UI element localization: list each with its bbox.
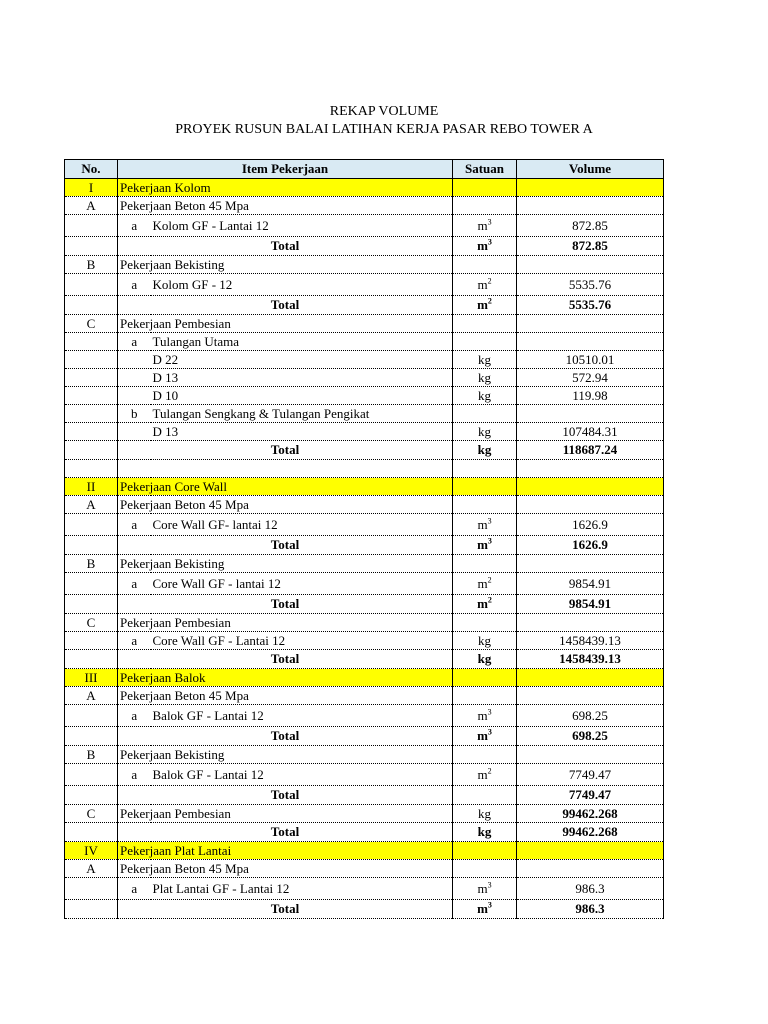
row-no: I xyxy=(65,179,118,197)
row-volume: 698.25 xyxy=(517,727,664,746)
row-no xyxy=(65,274,118,296)
row-volume xyxy=(517,460,664,478)
unit-text: m xyxy=(477,537,488,552)
unit-text: m xyxy=(477,880,488,896)
row-no xyxy=(65,405,118,423)
total-label: Total xyxy=(118,650,453,669)
row-sub: a xyxy=(118,632,151,650)
row-volume: 1458439.13 xyxy=(517,632,664,650)
unit-exponent: 3 xyxy=(487,900,492,910)
table-row xyxy=(65,705,664,727)
row-satuan xyxy=(453,333,517,351)
row-no: A xyxy=(65,687,118,705)
row-no xyxy=(65,536,118,555)
row-volume: 119.98 xyxy=(517,387,664,405)
unit-text: kg xyxy=(478,387,491,403)
row-volume: 986.3 xyxy=(517,878,664,900)
unit-exponent: 2 xyxy=(487,766,492,776)
row-no: III xyxy=(65,669,118,687)
unit-exponent: 3 xyxy=(487,536,492,546)
row-no xyxy=(65,650,118,669)
row-volume xyxy=(517,333,664,351)
table-row xyxy=(65,573,664,595)
row-item: Pekerjaan Beton 45 Mpa xyxy=(118,496,453,514)
row-sub xyxy=(118,351,151,369)
row-satuan xyxy=(453,595,517,614)
section-row xyxy=(65,478,664,496)
row-item: D 22 xyxy=(151,351,453,369)
row-item: Balok GF - Lantai 12 xyxy=(151,764,453,786)
blank-row xyxy=(65,460,664,478)
row-volume: 99462.268 xyxy=(517,805,664,823)
total-label: Total xyxy=(118,900,453,919)
total-label: Total xyxy=(118,441,453,460)
row-satuan xyxy=(453,727,517,746)
group-row xyxy=(65,687,664,705)
row-no: C xyxy=(65,614,118,632)
row-volume: 118687.24 xyxy=(517,441,664,460)
unit-text: m xyxy=(477,728,488,743)
section-row xyxy=(65,179,664,197)
project-title: PROYEK RUSUN BALAI LATIHAN KERJA PASAR REBO TOWER A xyxy=(175,122,593,137)
row-sub: a xyxy=(118,274,151,296)
row-satuan xyxy=(453,705,517,727)
row-satuan xyxy=(453,369,517,387)
unit-exponent: 2 xyxy=(487,575,492,585)
row-volume: 572.94 xyxy=(517,369,664,387)
header-no: No. xyxy=(65,160,118,179)
header-item: Item Pekerjaan xyxy=(118,160,453,179)
total-row xyxy=(65,237,664,256)
row-item: Pekerjaan Beton 45 Mpa xyxy=(118,687,453,705)
row-item: Pekerjaan Balok xyxy=(118,669,453,687)
total-row xyxy=(65,595,664,614)
row-no xyxy=(65,900,118,919)
table-row xyxy=(65,632,664,650)
row-satuan xyxy=(453,764,517,786)
row-satuan xyxy=(453,197,517,215)
row-sub: a xyxy=(118,215,151,237)
row-sub xyxy=(118,369,151,387)
unit-text: kg xyxy=(478,805,491,821)
row-volume xyxy=(517,746,664,764)
row-volume: 7749.47 xyxy=(517,786,664,805)
unit-exponent: 3 xyxy=(487,707,492,717)
row-no xyxy=(65,423,118,441)
row-no: A xyxy=(65,197,118,215)
total-row xyxy=(65,441,664,460)
unit-text: kg xyxy=(478,423,491,439)
row-item: Pekerjaan Beton 45 Mpa xyxy=(118,197,453,215)
row-satuan xyxy=(453,786,517,805)
row-no xyxy=(65,387,118,405)
row-volume xyxy=(517,315,664,333)
row-item: D 13 xyxy=(151,423,453,441)
row-satuan xyxy=(453,351,517,369)
unit-text: m xyxy=(477,297,488,312)
section-row xyxy=(65,669,664,687)
unit-text: kg xyxy=(477,651,492,666)
row-volume xyxy=(517,256,664,274)
row-volume xyxy=(517,478,664,496)
row-no xyxy=(65,215,118,237)
group-row xyxy=(65,256,664,274)
row-item: Pekerjaan Kolom xyxy=(118,179,453,197)
row-satuan xyxy=(453,237,517,256)
total-row xyxy=(65,650,664,669)
table-row xyxy=(65,514,664,536)
row-sub xyxy=(118,387,151,405)
row-no xyxy=(65,369,118,387)
unit-text: m xyxy=(477,238,488,253)
row-volume: 9854.91 xyxy=(517,595,664,614)
row-item: Kolom GF - 12 xyxy=(151,274,453,296)
unit-exponent: 3 xyxy=(487,880,492,890)
unit-text: m xyxy=(477,276,488,292)
header-volume: Volume xyxy=(517,160,664,179)
row-no xyxy=(65,632,118,650)
row-item: Pekerjaan Plat Lantai xyxy=(118,842,453,860)
row-volume xyxy=(517,842,664,860)
table-header-row xyxy=(65,160,664,179)
row-volume xyxy=(517,197,664,215)
row-satuan xyxy=(453,296,517,315)
total-row xyxy=(65,823,664,842)
row-satuan xyxy=(453,632,517,650)
total-row xyxy=(65,786,664,805)
row-satuan xyxy=(453,423,517,441)
row-satuan xyxy=(453,823,517,842)
row-volume xyxy=(517,687,664,705)
row-no xyxy=(65,296,118,315)
table-row xyxy=(65,387,664,405)
row-no xyxy=(65,595,118,614)
row-item: Pekerjaan Pembesian xyxy=(118,805,453,823)
row-no xyxy=(65,237,118,256)
row-item: Pekerjaan Beton 45 Mpa xyxy=(118,860,453,878)
unit-text: m xyxy=(477,575,488,591)
row-item: Tulangan Sengkang & Tulangan Pengikat xyxy=(151,405,453,423)
row-satuan xyxy=(453,478,517,496)
unit-text: m xyxy=(477,217,488,233)
table-row xyxy=(65,764,664,786)
table-row xyxy=(65,405,664,423)
row-satuan xyxy=(453,614,517,632)
row-no: B xyxy=(65,555,118,573)
group-row xyxy=(65,197,664,215)
row-volume: 7749.47 xyxy=(517,764,664,786)
row-volume: 10510.01 xyxy=(517,351,664,369)
row-satuan xyxy=(453,441,517,460)
total-label: Total xyxy=(118,727,453,746)
row-no xyxy=(65,573,118,595)
total-row xyxy=(65,900,664,919)
row-item xyxy=(118,460,453,478)
row-satuan xyxy=(453,256,517,274)
row-no: B xyxy=(65,746,118,764)
row-item: Core Wall GF- lantai 12 xyxy=(151,514,453,536)
row-no: A xyxy=(65,860,118,878)
table-body xyxy=(65,179,664,919)
row-item: Core Wall GF - Lantai 12 xyxy=(151,632,453,650)
unit-text: kg xyxy=(478,632,491,648)
table-row xyxy=(65,274,664,296)
row-volume: 1626.9 xyxy=(517,514,664,536)
total-label: Total xyxy=(118,823,453,842)
row-satuan xyxy=(453,650,517,669)
unit-text: m xyxy=(477,516,488,532)
total-label: Total xyxy=(118,595,453,614)
row-satuan xyxy=(453,179,517,197)
row-satuan xyxy=(453,215,517,237)
row-satuan xyxy=(453,878,517,900)
row-satuan xyxy=(453,460,517,478)
row-satuan xyxy=(453,387,517,405)
group-row xyxy=(65,555,664,573)
group-row xyxy=(65,805,664,823)
row-item: Pekerjaan Core Wall xyxy=(118,478,453,496)
table-row xyxy=(65,215,664,237)
table-row xyxy=(65,333,664,351)
row-no xyxy=(65,878,118,900)
row-item: Pekerjaan Bekisting xyxy=(118,746,453,764)
total-row xyxy=(65,727,664,746)
row-item: Pekerjaan Bekisting xyxy=(118,555,453,573)
report-title: REKAP VOLUME xyxy=(329,104,439,119)
section-row xyxy=(65,842,664,860)
row-satuan xyxy=(453,900,517,919)
row-no: II xyxy=(65,478,118,496)
row-item: Core Wall GF - lantai 12 xyxy=(151,573,453,595)
table-row xyxy=(65,351,664,369)
row-volume xyxy=(517,860,664,878)
group-row xyxy=(65,315,664,333)
unit-text: kg xyxy=(477,824,492,839)
row-no xyxy=(65,514,118,536)
total-row xyxy=(65,296,664,315)
unit-exponent: 3 xyxy=(487,516,492,526)
row-item: Pekerjaan Bekisting xyxy=(118,256,453,274)
row-volume: 872.85 xyxy=(517,215,664,237)
total-label: Total xyxy=(118,786,453,805)
row-sub: a xyxy=(118,705,151,727)
row-item: Plat Lantai GF - Lantai 12 xyxy=(151,878,453,900)
total-label: Total xyxy=(118,536,453,555)
row-item: D 13 xyxy=(151,369,453,387)
row-volume: 107484.31 xyxy=(517,423,664,441)
row-no xyxy=(65,441,118,460)
row-item: Tulangan Utama xyxy=(151,333,453,351)
group-row xyxy=(65,860,664,878)
group-row xyxy=(65,746,664,764)
row-no xyxy=(65,460,118,478)
row-volume: 698.25 xyxy=(517,705,664,727)
unit-text: kg xyxy=(478,369,491,385)
row-volume: 9854.91 xyxy=(517,573,664,595)
row-satuan xyxy=(453,555,517,573)
row-satuan xyxy=(453,405,517,423)
row-satuan xyxy=(453,514,517,536)
row-sub: a xyxy=(118,764,151,786)
row-sub: a xyxy=(118,878,151,900)
unit-exponent: 3 xyxy=(487,237,492,247)
row-volume: 872.85 xyxy=(517,237,664,256)
row-volume xyxy=(517,555,664,573)
unit-text: m xyxy=(477,901,488,916)
row-no xyxy=(65,764,118,786)
group-row xyxy=(65,614,664,632)
row-volume xyxy=(517,179,664,197)
row-satuan xyxy=(453,746,517,764)
row-satuan xyxy=(453,274,517,296)
row-no xyxy=(65,351,118,369)
unit-text: m xyxy=(477,596,488,611)
row-volume: 1458439.13 xyxy=(517,650,664,669)
total-label: Total xyxy=(118,237,453,256)
row-satuan xyxy=(453,842,517,860)
row-volume: 986.3 xyxy=(517,900,664,919)
row-item: Pekerjaan Pembesian xyxy=(118,315,453,333)
row-satuan xyxy=(453,805,517,823)
row-no: IV xyxy=(65,842,118,860)
unit-exponent: 3 xyxy=(487,217,492,227)
row-no xyxy=(65,705,118,727)
row-satuan xyxy=(453,860,517,878)
row-no: C xyxy=(65,315,118,333)
row-no: C xyxy=(65,805,118,823)
group-row xyxy=(65,496,664,514)
unit-exponent: 3 xyxy=(487,727,492,737)
row-sub: b xyxy=(118,405,151,423)
row-sub: a xyxy=(118,573,151,595)
row-item: Balok GF - Lantai 12 xyxy=(151,705,453,727)
row-no xyxy=(65,333,118,351)
row-satuan xyxy=(453,315,517,333)
row-no: B xyxy=(65,256,118,274)
row-volume xyxy=(517,669,664,687)
unit-text: m xyxy=(477,766,488,782)
row-volume: 5535.76 xyxy=(517,296,664,315)
row-no xyxy=(65,786,118,805)
table-row xyxy=(65,878,664,900)
unit-exponent: 2 xyxy=(487,595,492,605)
row-satuan xyxy=(453,536,517,555)
row-volume xyxy=(517,405,664,423)
header-satuan: Satuan xyxy=(453,160,517,179)
unit-exponent: 2 xyxy=(487,296,492,306)
row-volume xyxy=(517,614,664,632)
total-row xyxy=(65,536,664,555)
row-volume xyxy=(517,496,664,514)
table-row xyxy=(65,369,664,387)
row-satuan xyxy=(453,669,517,687)
row-volume: 1626.9 xyxy=(517,536,664,555)
row-item: Kolom GF - Lantai 12 xyxy=(151,215,453,237)
total-label: Total xyxy=(118,296,453,315)
table-row xyxy=(65,423,664,441)
row-item: D 10 xyxy=(151,387,453,405)
unit-text: kg xyxy=(477,442,492,457)
unit-text: kg xyxy=(478,351,491,367)
row-volume: 99462.268 xyxy=(517,823,664,842)
row-volume: 5535.76 xyxy=(517,274,664,296)
volume-table xyxy=(64,159,664,919)
row-satuan xyxy=(453,496,517,514)
unit-text: m xyxy=(477,707,488,723)
row-no: A xyxy=(65,496,118,514)
row-no xyxy=(65,823,118,842)
row-item: Pekerjaan Pembesian xyxy=(118,614,453,632)
row-satuan xyxy=(453,573,517,595)
row-satuan xyxy=(453,687,517,705)
row-sub: a xyxy=(118,333,151,351)
row-sub: a xyxy=(118,514,151,536)
row-sub xyxy=(118,423,151,441)
row-no xyxy=(65,727,118,746)
unit-exponent: 2 xyxy=(487,276,492,286)
